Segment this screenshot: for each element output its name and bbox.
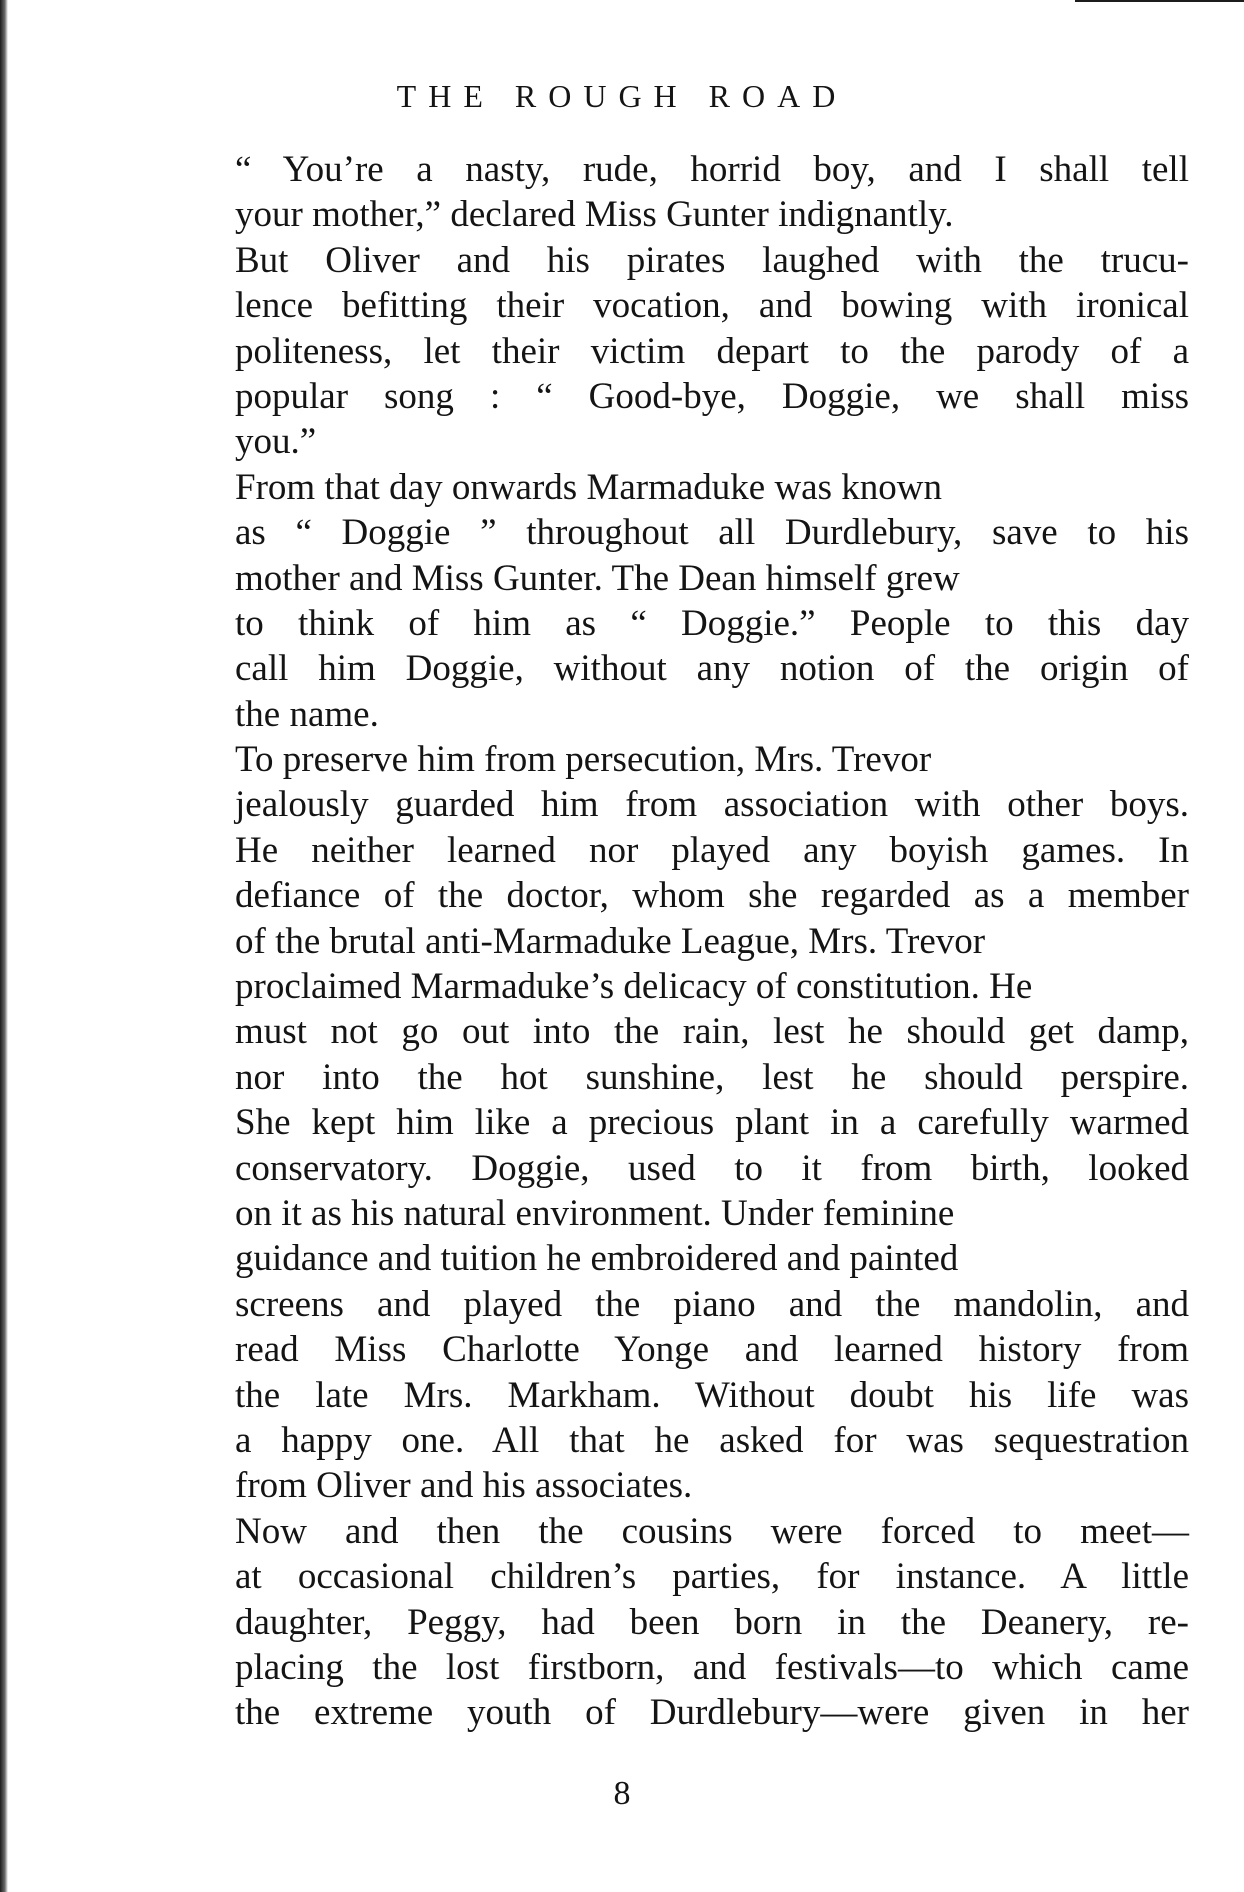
text-line: jealously guarded him from association with other boys.	[235, 784, 1189, 826]
text-line: the late Mrs. Markham. Without doubt his life was	[235, 1374, 1189, 1416]
text-line: proclaimed Marmaduke’s delicacy of constitution. He	[235, 966, 1033, 1008]
text-line: you.”	[235, 421, 317, 463]
text-line: the name.	[235, 693, 379, 735]
text-line: as “ Doggie ” throughout all Durdlebury, save to his	[235, 512, 1189, 554]
text-line: defiance of the doctor, whom she regarded as a member	[235, 875, 1189, 917]
text-line: screens and played the piano and the mandolin, and	[235, 1283, 1189, 1325]
text-line: Now and then the cousins were forced to meet—	[235, 1510, 1189, 1552]
text-line: must not go out into the rain, lest he should get damp,	[235, 1011, 1189, 1053]
text-line: the extreme youth of Durdlebury—were given in her	[235, 1692, 1189, 1734]
top-edge-rule	[1075, 0, 1244, 2]
text-line: nor into the hot sunshine, lest he should perspire.	[235, 1056, 1189, 1098]
text-line: a happy one. All that he asked for was sequestration	[235, 1419, 1189, 1461]
text-line: at occasional children’s parties, for instance. A little	[235, 1556, 1189, 1598]
text-line: on it as his natural environment. Under feminine	[235, 1192, 955, 1234]
page-number: 8	[613, 1775, 631, 1812]
text-line: to think of him as “ Doggie.” People to this day	[235, 602, 1189, 644]
text-line: placing the lost firstborn, and festivals—to which came	[235, 1646, 1189, 1688]
text-line: guidance and tuition he embroidered and painted	[235, 1238, 959, 1280]
text-line: To preserve him from persecution, Mrs. Trevor	[235, 739, 932, 781]
text-line: daughter, Peggy, had been born in the Deanery, re-	[235, 1601, 1189, 1643]
text-line: popular song : “ Good-bye, Doggie, we shall miss	[235, 375, 1189, 417]
text-line: “ You’re a nasty, rude, horrid boy, and I shall tell	[235, 149, 1189, 190]
text-line: mother and Miss Gunter. The Dean himself grew	[235, 557, 960, 599]
text-line: From that day onwards Marmaduke was known	[235, 466, 942, 508]
text-line: read Miss Charlotte Yonge and learned history from	[235, 1329, 1189, 1371]
body-text	[235, 147, 1189, 1736]
text-line: call him Doggie, without any notion of the origin of	[235, 648, 1189, 690]
running-head: THE ROUGH ROAD	[396, 78, 848, 114]
page-binding-edge	[0, 0, 8, 1892]
text-line: from Oliver and his associates.	[235, 1465, 693, 1507]
text-line: conservatory. Doggie, used to it from birth, looked	[235, 1147, 1189, 1189]
text-line: She kept him like a precious plant in a carefully warmed	[235, 1102, 1189, 1144]
text-line: He neither learned nor played any boyish games. In	[235, 829, 1189, 871]
text-line: But Oliver and his pirates laughed with the trucu-	[235, 239, 1189, 281]
text-line: lence befitting their vocation, and bowing with ironical	[235, 285, 1189, 327]
text-line: your mother,” declared Miss Gunter indignantly.	[235, 194, 954, 236]
text-line: of the brutal anti-Marmaduke League, Mrs. Trevor	[235, 920, 986, 962]
text-line: politeness, let their victim depart to the parody of a	[235, 330, 1189, 372]
